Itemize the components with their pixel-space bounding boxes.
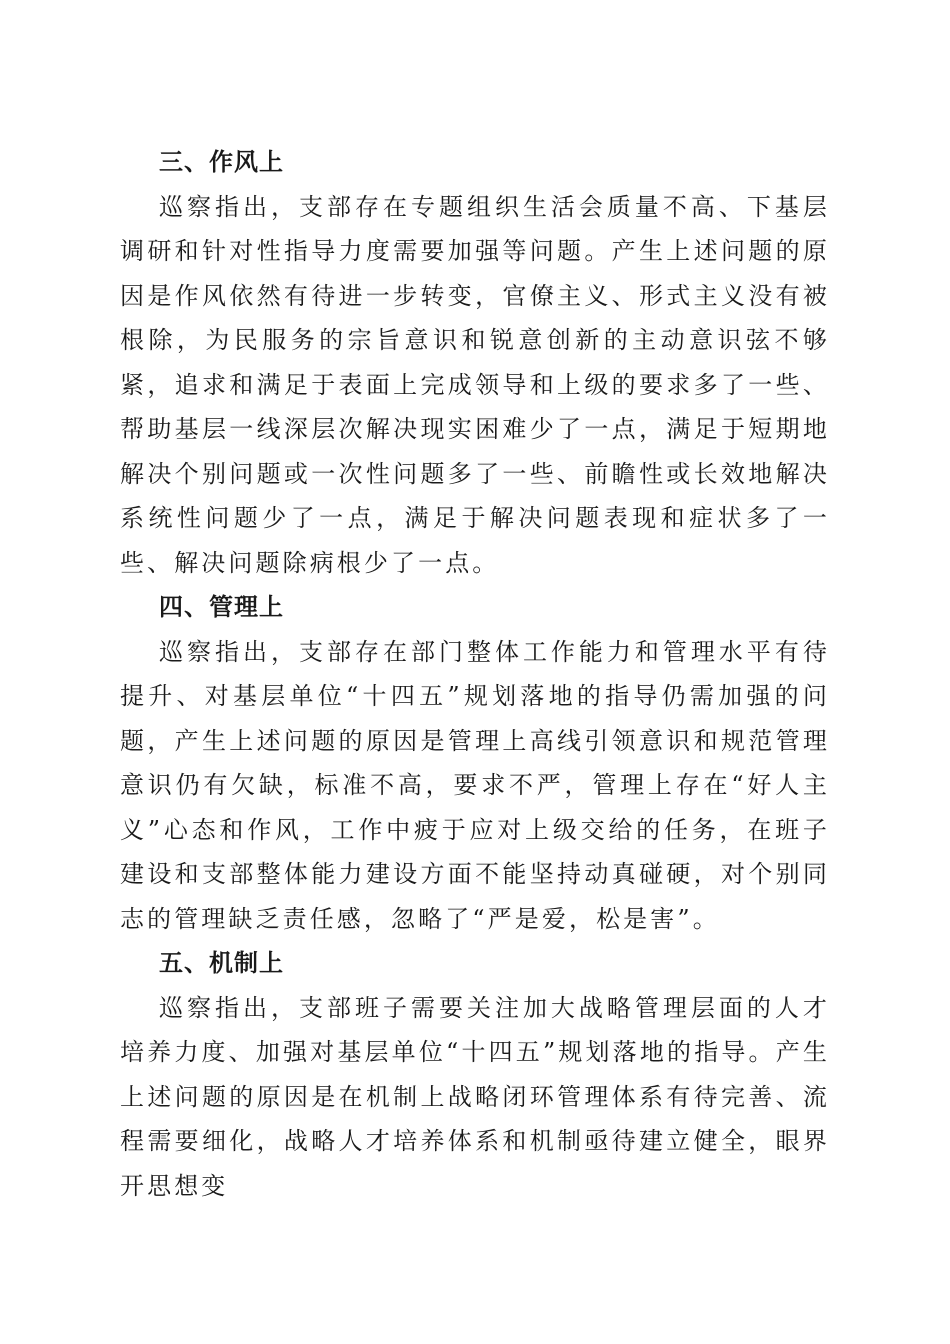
document-body	[120, 140, 830, 1208]
section-paragraph-work-style: 巡察指出，支部存在专题组织生活会质量不高、下基层调研和针对性指导力度需要加强等问题。产生上述问题的原因是作风依然有待进一步转变，官僚主义、形式主义没有被根除，为民服务的宗旨意识和锐意创新的主动意识弦不够紧，追求和满足于表面上完成领导和上级的要求多了一些、帮助基层一线深层次解决现实困难少了一点，满足于短期地解决个别问题或一次性问题多了一些、前瞻性或长效地解决系统性问题少了一点，满足于解决问题表现和症状多了一些、解决问题除病根少了一点。	[120, 192, 830, 577]
section-heading-mechanism: 五、机制上	[159, 949, 284, 977]
section-paragraph-mechanism: 巡察指出，支部班子需要关注加大战略管理层面的人才培养力度、加强对基层单位“十四五”规划落地的指导。产生上述问题的原因是在机制上战略闭环管理体系有待完善、流程需要细化，战略人才培养体系和机制亟待建立健全，眼界开思想变	[120, 993, 830, 1200]
section-heading-management: 四、管理上	[159, 593, 284, 621]
section-paragraph-management: 巡察指出，支部存在部门整体工作能力和管理水平有待提升、对基层单位“十四五”规划落地的指导仍需加强的问题，产生上述问题的原因是管理上高线引领意识和规范管理意识仍有欠缺，标准不高，要求不严，管理上存在“好人主义”心态和作风，工作中疲于应对上级交给的任务，在班子建设和支部整体能力建设方面不能坚持动真碰硬，对个别同志的管理缺乏责任感，忽略了“严是爱，松是害”。	[120, 637, 830, 933]
section-heading-work-style: 三、作风上	[159, 148, 284, 176]
